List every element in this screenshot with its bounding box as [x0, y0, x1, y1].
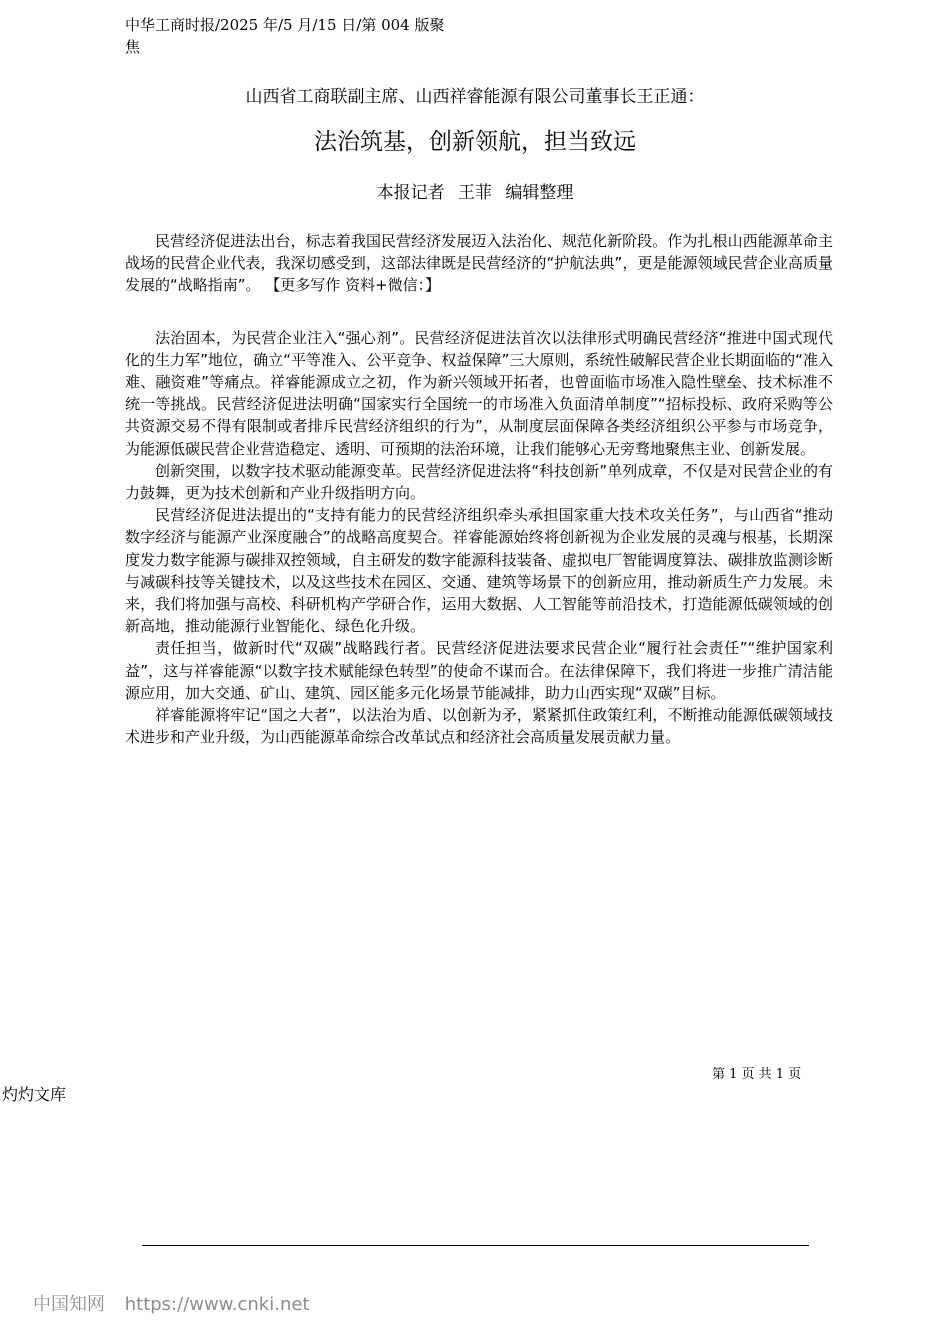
byline-role: 本报记者 [376, 183, 445, 203]
footer-branding [33, 1293, 309, 1317]
article-paragraph: 创新突围，以数字技术驱动能源变革。民营经济促进法将“科技创新”单列成章，不仅是对民营企业的有力鼓舞，更为技术创新和产业升级指明方向。 [125, 461, 833, 503]
article-paragraph: 祥睿能源将牢记“国之大者”，以法治为盾、以创新为矛，紧紧抓住政策红利，不断推动能源低碳领域技术进步和产业升级，为山西能源革命综合改革试点和经济社会高质量发展贡献力量。 [125, 706, 833, 747]
article-supertitle: 山西省工商联副主席、山西祥睿能源有限公司董事长王正通： [245, 87, 705, 107]
footer-url: https://www.cnki.net [124, 1294, 310, 1315]
article-byline [0, 181, 950, 205]
article-paragraph-lead: 民营经济促进法出台，标志着我国民营经济发展迈入法治化、规范化新阶段。作为扎根山西能源革命主战场的民营企业代表，我深切感受到，这部法律既是民营经济的“护航法典”，更是能源领域民营企业高质量发展的“战略指南”。 【更多写作 资料+微信：】 [125, 232, 833, 295]
article-paragraph: 民营经济促进法提出的“支持有能力的民营经济组织牵头承担国家重大技术攻关任务”，与山西省“推动数字经济与能源产业深度融合”的战略高度契合。祥睿能源始终将创新视为企业发展的灵魂与根基，长期深度发力数字能源与碳排双控领域，自主研发的数字能源科技装备、虚拟电厂智能调度算法、碳排放监测诊断与减碳科技等关键技术，以及这些技术在园区、交通、建筑等场景下的创新应用，推动新质生产力发展。未来，我们将加强与高校、科研机构产学研合作，运用大数据、人工智能等前沿技术，打造能源低碳领域的创新高地，推动能源行业智能化、绿色化升级。 [125, 506, 833, 636]
publication-source: 中华工商时报/2025 年/5 月/15 日/第 004 版聚焦 [125, 16, 445, 56]
article-paragraph: 责任担当，做新时代“双碳”战略践行者。民营经济促进法要求民营企业“履行社会责任”“维护国家利益”，这与祥睿能源“以数字技术赋能绿色转型”的使命不谋而合。在法律保障下，我们将进一步推广清洁能源应用，加大交通、矿山、建筑、园区能多元化场景节能减排，助力山西实现“双碳”目标。 [125, 639, 833, 702]
footer-brand-name: 中国知网 [33, 1294, 105, 1315]
byline-author: 王菲 [458, 183, 492, 203]
library-watermark: 灼灼文库 [2, 1085, 67, 1104]
footer-divider [142, 1245, 809, 1246]
article-paragraph: 法治固本，为民营企业注入“强心剂”。民营经济促进法首次以法律形式明确民营经济“推进中国式现代化的生力军”地位，确立“平等准入、公平竞争、权益保障”三大原则，系统性破解民营企业长期面临的“准入难、融资难”等痛点。祥睿能源成立之初，作为新兴领域开拓者，也曾面临市场准入隐性壁垒、技术标准不统一等挑战。民营经济促进法明确“国家实行全国统一的市场准入负面清单制度”“招标投标、政府采购等公共资源交易不得有限制或者排斥民营经济组织的行为”，从制度层面保障各类经济组织公平参与市场竞争，为能源低碳民营企业营造稳定、透明、可预期的法治环境，让我们能够心无旁骛地聚焦主业、创新发展。 [125, 328, 833, 458]
page-indicator: 第 1 页 共 1 页 [712, 1067, 802, 1082]
byline-note: 编辑整理 [505, 183, 574, 203]
article-body [125, 230, 833, 748]
article-title: 法治筑基，创新领航，担当致远 [314, 129, 636, 155]
